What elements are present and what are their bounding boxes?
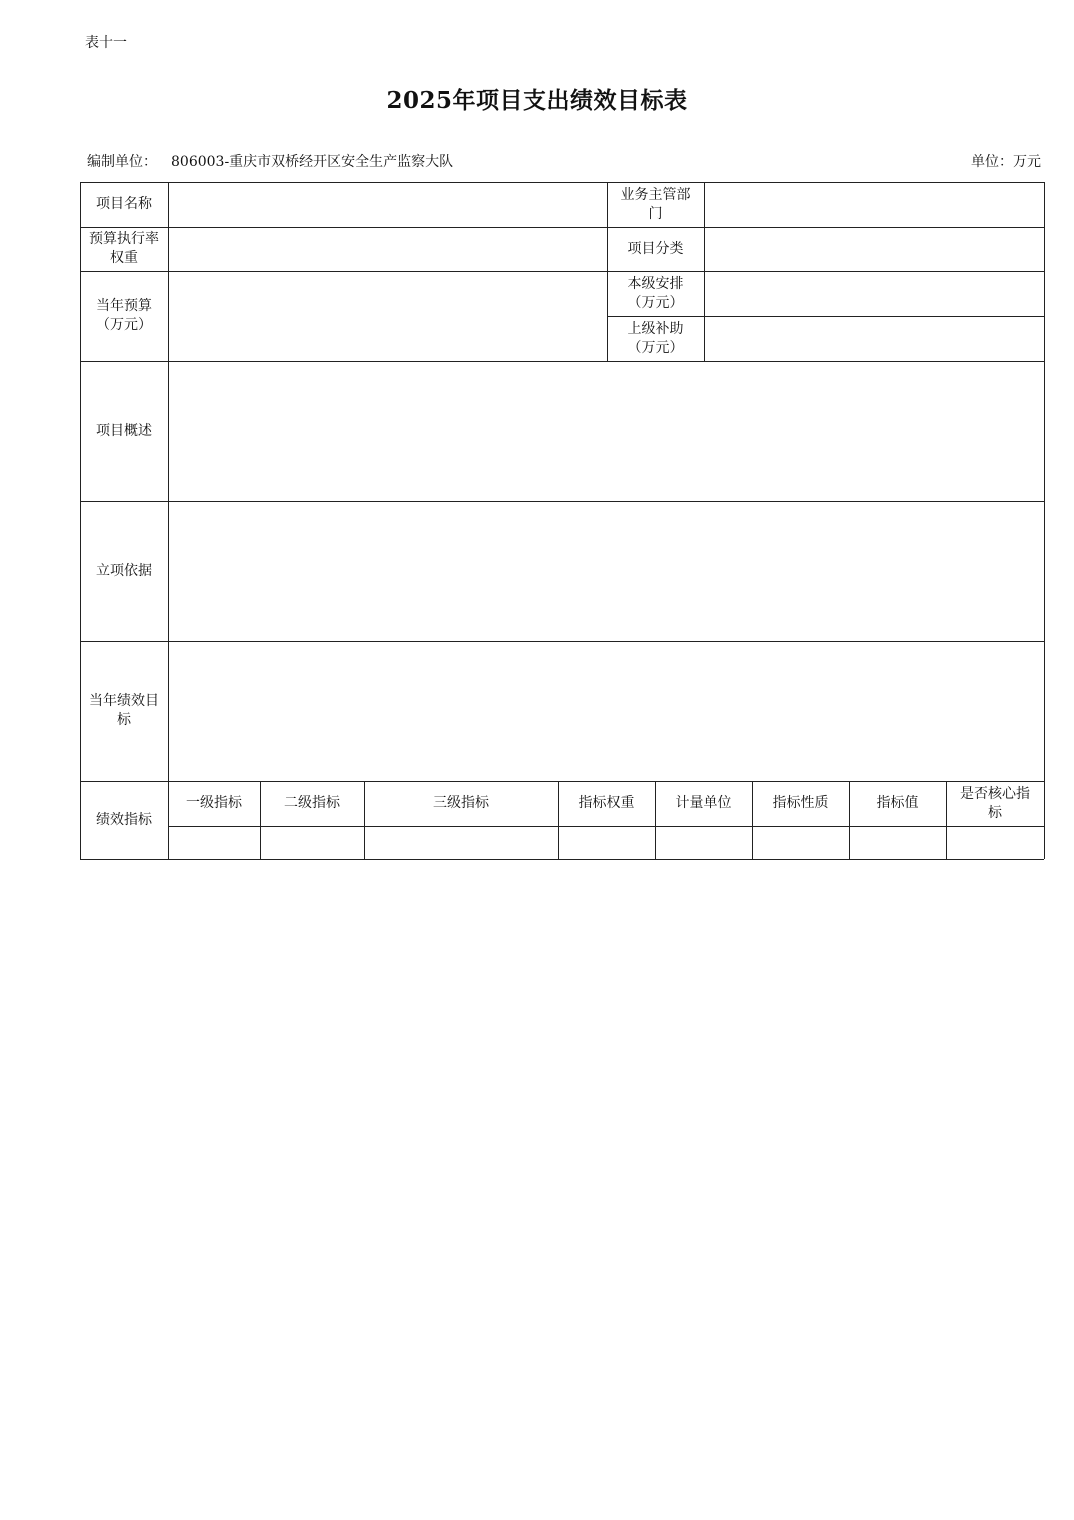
local-budget-label: 本级安排（万元） bbox=[627, 275, 684, 311]
page-title: 2025年项目支出绩效目标表 bbox=[386, 87, 688, 114]
category-label: 项目分类 bbox=[627, 240, 684, 257]
table-line bbox=[1044, 182, 1045, 859]
col-weight: 指标权重 bbox=[578, 795, 635, 811]
indicator-cell[interactable] bbox=[752, 826, 849, 859]
project-name-label: 项目名称 bbox=[96, 196, 152, 212]
indicator-cell[interactable] bbox=[558, 826, 655, 859]
dept-label: 业务主管部门 bbox=[620, 186, 691, 222]
exec-rate-value[interactable] bbox=[168, 227, 607, 271]
table-number: 表十一 bbox=[85, 35, 127, 51]
basis-value[interactable] bbox=[168, 501, 1044, 641]
overview-label: 项目概述 bbox=[96, 422, 152, 439]
indicator-cell[interactable] bbox=[260, 826, 364, 859]
project-name-value[interactable] bbox=[168, 182, 607, 227]
org-value: 806003-重庆市双桥经开区安全生产监察大队 bbox=[171, 154, 454, 170]
indicator-cell[interactable] bbox=[168, 826, 260, 859]
table-line bbox=[80, 859, 1044, 860]
indicator-cell[interactable] bbox=[655, 826, 752, 859]
col-unit: 计量单位 bbox=[675, 795, 732, 811]
org-label: 编制单位： bbox=[87, 154, 157, 170]
budget-label: 当年预算（万元） bbox=[96, 298, 152, 333]
exec-rate-label: 预算执行率权重 bbox=[89, 231, 159, 266]
col-value: 指标值 bbox=[876, 795, 919, 811]
budget-value[interactable] bbox=[168, 271, 607, 361]
goal-value[interactable] bbox=[168, 641, 1044, 781]
col-level1: 一级指标 bbox=[186, 795, 242, 811]
col-level3: 三级指标 bbox=[433, 795, 489, 811]
indicator-cell[interactable] bbox=[364, 826, 558, 859]
unit-label: 单位：万元 bbox=[971, 154, 1041, 170]
col-core: 是否核心指标 bbox=[960, 785, 1030, 821]
goal-label: 当年绩效目标 bbox=[89, 693, 159, 728]
indicator-cell[interactable] bbox=[946, 826, 1044, 859]
local-budget-value[interactable] bbox=[704, 271, 1044, 316]
col-nature: 指标性质 bbox=[772, 795, 829, 811]
dept-value[interactable] bbox=[704, 182, 1044, 227]
upper-subsidy-label: 上级补助（万元） bbox=[627, 320, 684, 356]
indicator-cell[interactable] bbox=[849, 826, 946, 859]
overview-value[interactable] bbox=[168, 361, 1044, 501]
basis-label: 立项依据 bbox=[96, 562, 152, 579]
upper-subsidy-value[interactable] bbox=[704, 316, 1044, 361]
category-value[interactable] bbox=[704, 227, 1044, 271]
col-level2: 二级指标 bbox=[284, 795, 340, 811]
indicator-label: 绩效指标 bbox=[96, 811, 152, 828]
